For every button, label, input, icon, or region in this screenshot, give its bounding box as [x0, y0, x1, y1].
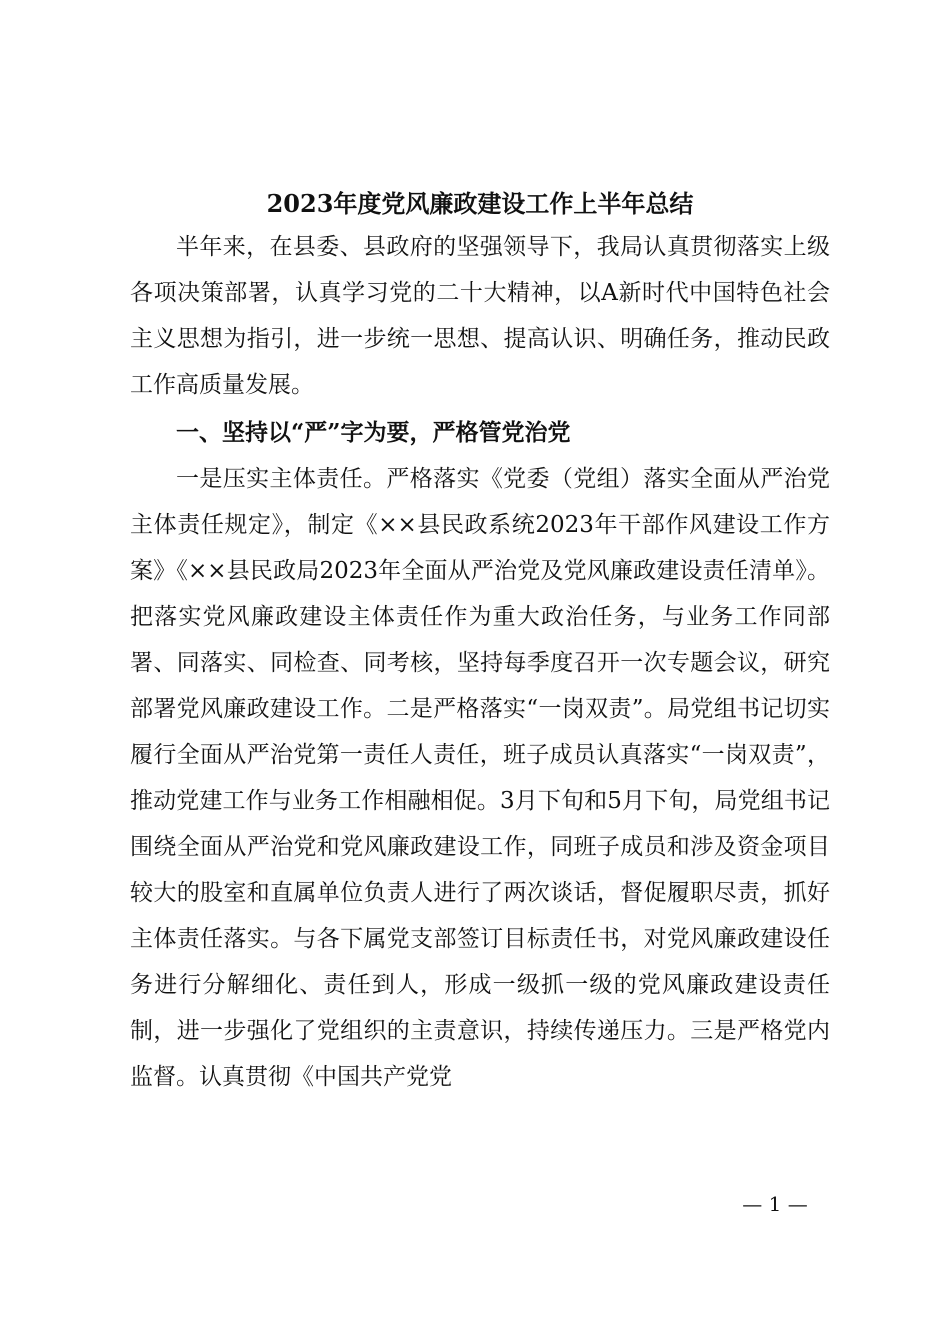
intro-paragraph: 半年来，在县委、县政府的坚强领导下，我局认真贯彻落实上级各项决策部署，认真学习党的二十大精神，以A新时代中国特色社会主义思想为指引，进一步统一思想、提高认识、明确任务，推动民政工作高质量发展。 — [130, 234, 830, 398]
section-body-paragraph: 一是压实主体责任。严格落实《党委（党组）落实全面从严治党主体责任规定》，制定《××县民政系统2023年干部作风建设工作方案》《××县民政局2023年全面从严治党及党风廉政建设责任清单》。把落实党风廉政建设主体责任作为重大政治任务，与业务工作同部署、同落实、同检查、同考核，坚持每季度召开一次专题会议，研究部署党风廉政建设工作。二是严格落实“一岗双责”。局党组书记切实履行全面从严治党第一责任人责任，班子成员认真落实“一岗双责”，推动党建工作与业务工作相融相促。3月下旬和5月下旬，局党组书记围绕全面从严治党和党风廉政建设工作，同班子成员和涉及资金项目较大的股室和直属单位负责人进行了两次谈话，督促履职尽责，抓好主体责任落实。与各下属党支部签订目标责任书，对党风廉政建设任务进行分解细化、责任到人，形成一级抓一级的党风廉政建设责任制，进一步强化了党组织的主责意识，持续传递压力。三是严格党内监督。认真贯彻《中国共产党党 — [130, 466, 830, 1090]
section-body-block — [130, 456, 830, 1146]
section-heading-block — [130, 410, 830, 456]
section-heading: 一、坚持以“严”字为要，严格管党治党 — [176, 419, 571, 446]
page-number: — 1 — — [742, 1192, 808, 1216]
intro-paragraph-block — [130, 224, 830, 410]
document-title: 2023年度党风廉政建设工作上半年总结 — [266, 189, 694, 218]
